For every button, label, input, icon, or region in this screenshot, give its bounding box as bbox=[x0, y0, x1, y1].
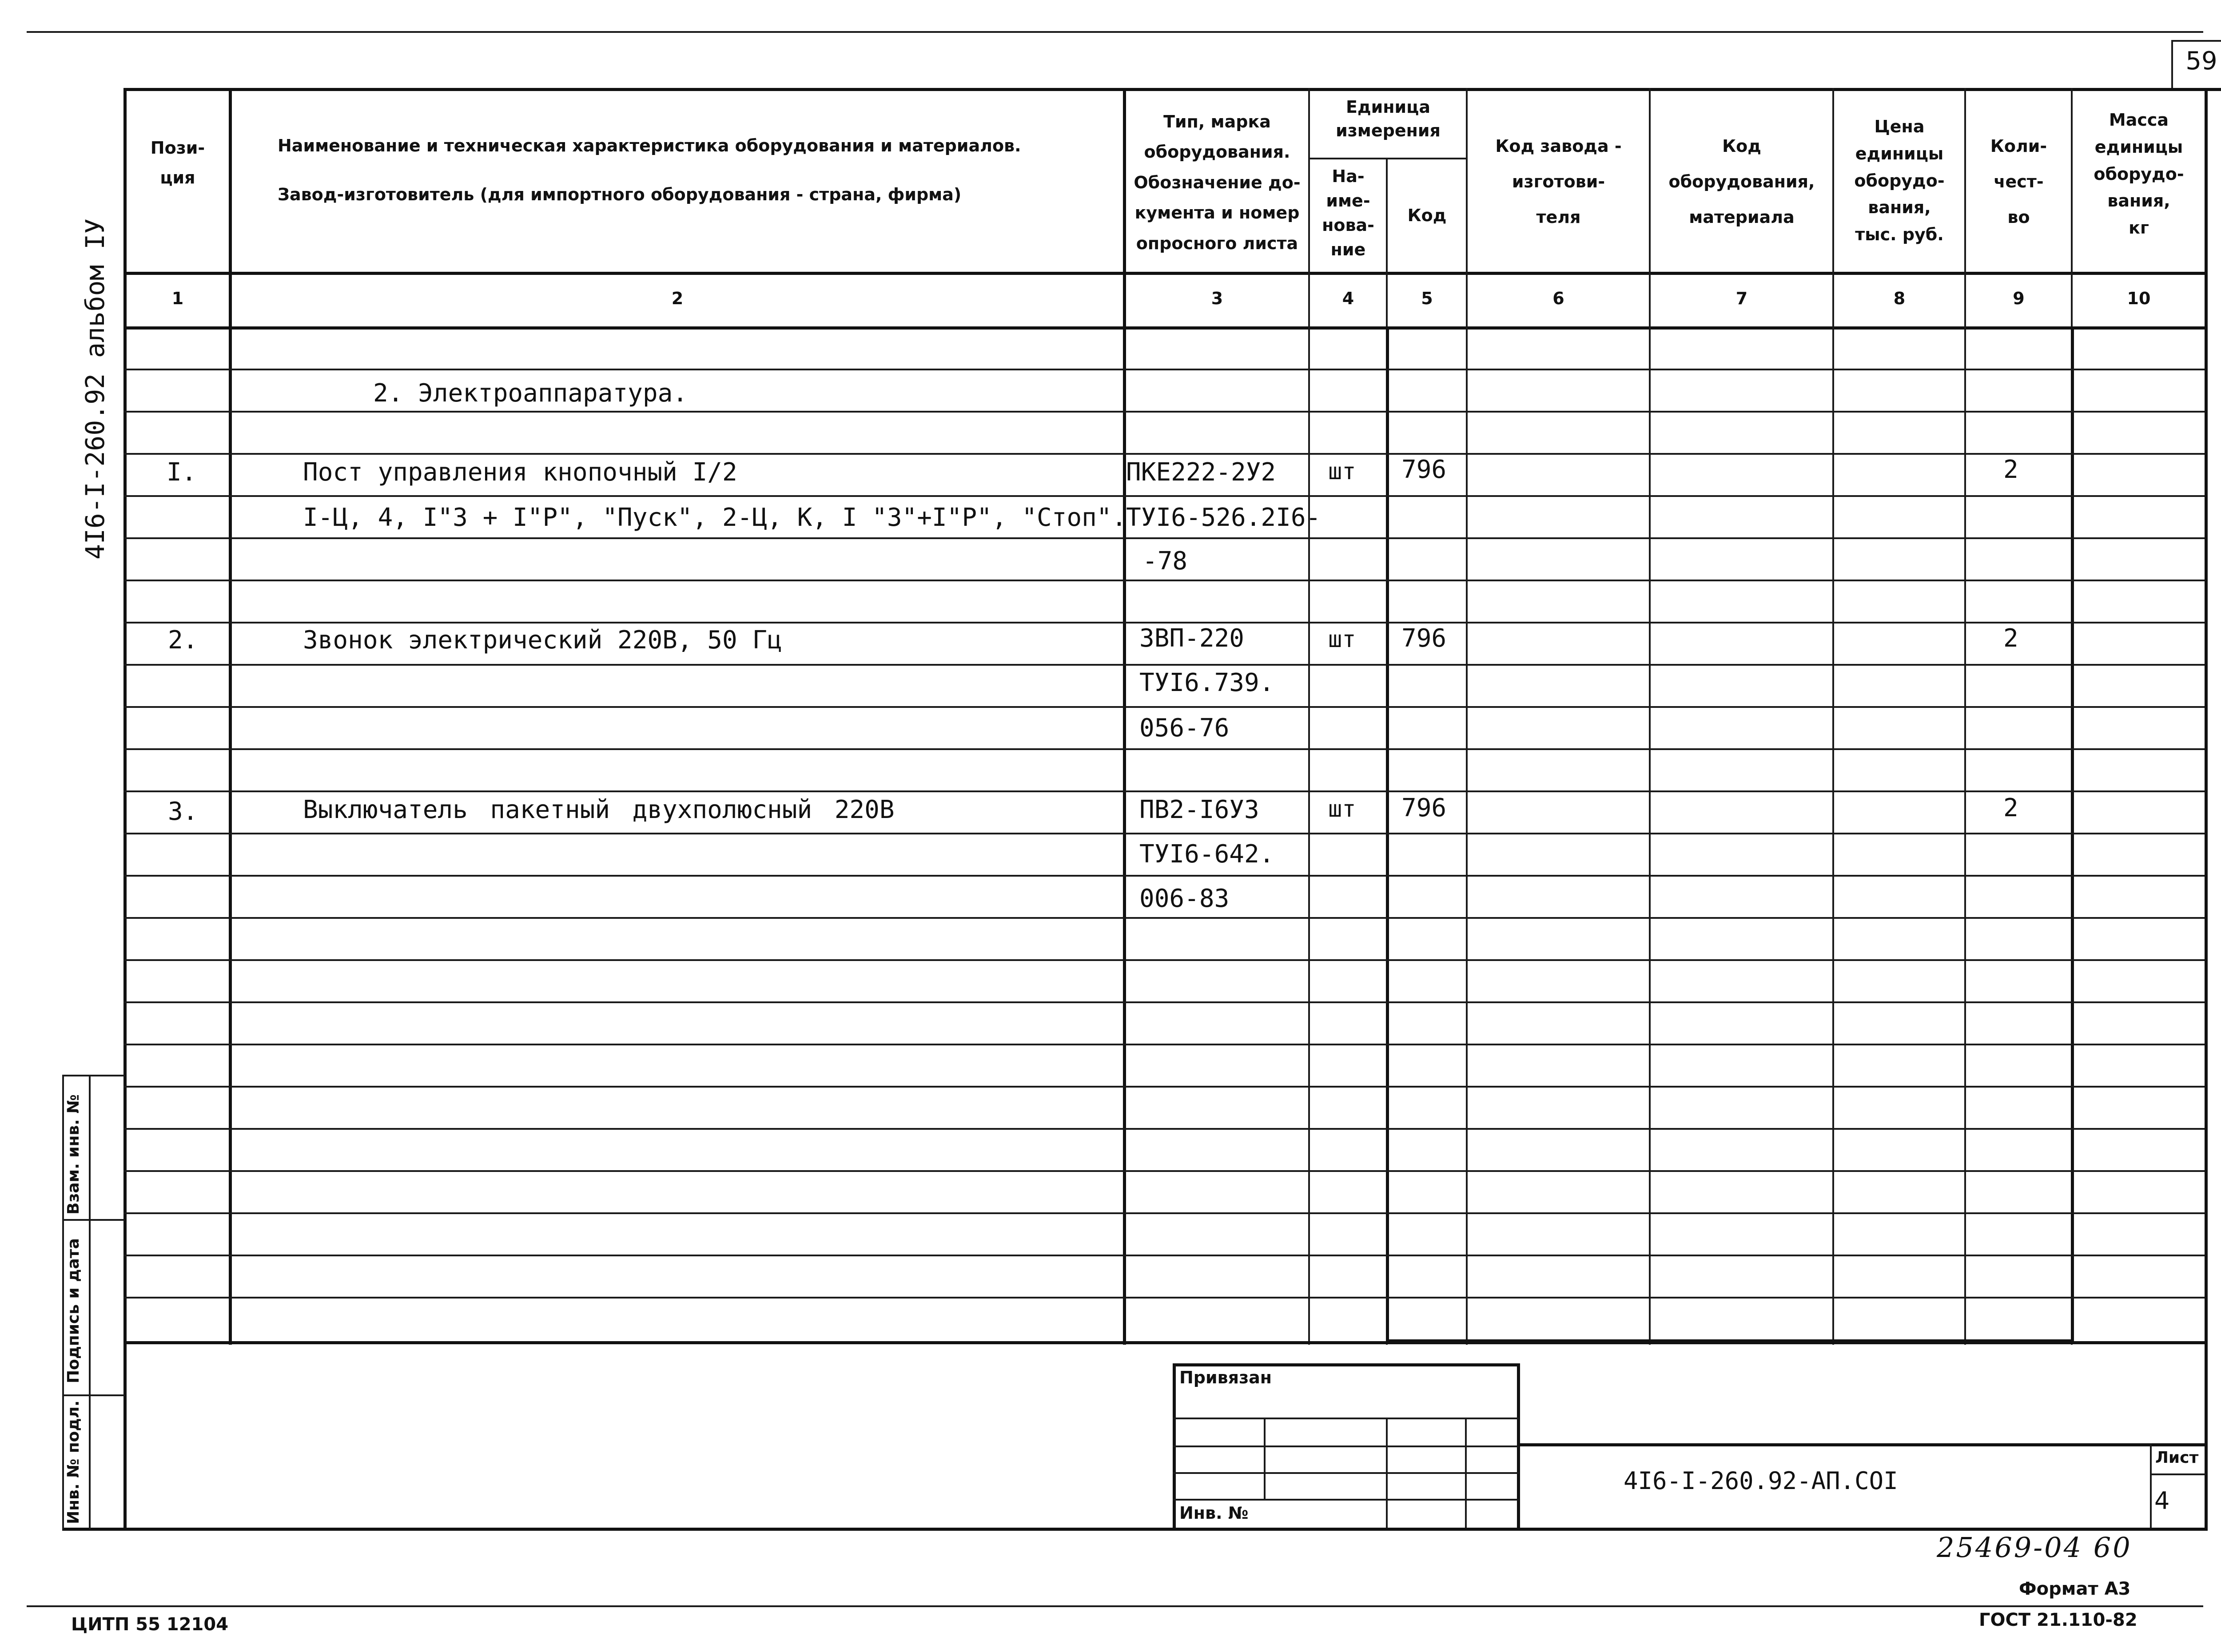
row-line bbox=[123, 664, 2205, 666]
col-divider-8 bbox=[1964, 88, 1966, 1345]
col-divider-6 bbox=[1649, 88, 1651, 1345]
item1-position: I. bbox=[167, 458, 197, 487]
frame-top bbox=[123, 88, 2221, 91]
colnum-1: 1 bbox=[171, 289, 184, 308]
header-name-line1: Наименование и техническая характеристика оборудования и материалов. bbox=[278, 136, 1021, 155]
colnum-7: 7 bbox=[1735, 289, 1748, 308]
item3-quantity: 2 bbox=[2003, 794, 2018, 822]
item1-unit-code: 796 bbox=[1401, 455, 1447, 484]
frame-bottom bbox=[62, 1528, 2208, 1531]
col-divider-5 bbox=[1466, 88, 1468, 1345]
side-stamp-div2 bbox=[62, 1394, 124, 1396]
handwritten-number: 25469-04 60 bbox=[1937, 1531, 2132, 1564]
col-divider-1 bbox=[229, 88, 232, 1345]
row-line bbox=[123, 706, 2205, 708]
colnum-2: 2 bbox=[671, 289, 684, 308]
item3-type: ПВ2-I6У3 bbox=[1139, 795, 1259, 824]
col-divider-2 bbox=[1123, 88, 1126, 1345]
row-line bbox=[123, 1255, 2205, 1256]
row-line bbox=[123, 537, 2205, 539]
item2-doc: ТУI6.739. bbox=[1139, 668, 1274, 697]
item2-quantity: 2 bbox=[2003, 624, 2018, 653]
item3-doc-cont: 006-83 bbox=[1139, 884, 1230, 913]
item2-name: Звонок электрический 220В, 50 Гц bbox=[303, 626, 782, 655]
bottom-trim-line bbox=[27, 1605, 2203, 1607]
row-line bbox=[123, 580, 2205, 581]
item3-doc: ТУI6-642. bbox=[1139, 840, 1274, 869]
item3-unit-code: 796 bbox=[1401, 794, 1447, 822]
section-title: 2. Электроаппаратура. bbox=[373, 379, 688, 408]
row-line bbox=[123, 833, 2205, 834]
item3-unit: шт bbox=[1328, 796, 1356, 822]
item1-quantity: 2 bbox=[2003, 455, 2018, 484]
page-number: 59 bbox=[2185, 47, 2217, 75]
side-stamp-div1 bbox=[62, 1219, 124, 1221]
item2-position: 2. bbox=[168, 626, 198, 655]
item1-type: ПКЕ222-2У2 bbox=[1126, 458, 1276, 487]
item1-unit: шт bbox=[1328, 458, 1356, 485]
list-box-divider bbox=[2150, 1473, 2205, 1475]
page-box-top bbox=[2171, 40, 2221, 42]
header-unit-name: На- име- нова- ние bbox=[1322, 167, 1374, 260]
gost-label: ГОСТ 21.110-82 bbox=[1979, 1610, 2137, 1630]
item2-doc-cont: 056-76 bbox=[1139, 714, 1230, 743]
side-stamp-podpis: Подпись и дата bbox=[64, 1238, 83, 1383]
row-line bbox=[123, 748, 2205, 750]
side-stamp-vzam: Взам. инв. № bbox=[64, 1094, 83, 1215]
colnum-5: 5 bbox=[1421, 289, 1433, 308]
colnum-9: 9 bbox=[2013, 289, 2025, 308]
col-divider-3 bbox=[1308, 88, 1310, 1345]
list-box-left bbox=[2150, 1443, 2152, 1528]
colnum-3: 3 bbox=[1211, 289, 1223, 308]
colnum-6: 6 bbox=[1552, 289, 1564, 308]
header-unit-group: Единица измерения bbox=[1336, 97, 1441, 141]
colnum-8: 8 bbox=[1893, 289, 1906, 308]
header-quantity: Коли- чест- во bbox=[1990, 136, 2047, 227]
item2-type: ЗВП-220 bbox=[1139, 624, 1245, 653]
header-unit-price: Цена единицы оборудо- вания, тыс. руб. bbox=[1854, 117, 1945, 245]
row-line bbox=[123, 369, 2205, 370]
row-line bbox=[123, 959, 2205, 961]
colnum-4: 4 bbox=[1342, 289, 1354, 308]
row-line bbox=[123, 1086, 2205, 1088]
row-line bbox=[123, 917, 2205, 919]
document-code: 4I6-I-260.92-АП.СОI bbox=[1624, 1467, 1898, 1495]
doc-code-top bbox=[1517, 1443, 2208, 1446]
footer-left-code: ЦИТП 55 12104 bbox=[71, 1614, 229, 1635]
row-line bbox=[123, 790, 2205, 792]
row-line bbox=[123, 411, 2205, 413]
side-stamp-inv-podl: Инв. № подл. bbox=[64, 1400, 83, 1524]
top-trim-line bbox=[27, 31, 2203, 33]
privyazan-row bbox=[1173, 1472, 1519, 1474]
item1-doc-cont: -78 bbox=[1142, 547, 1188, 576]
format-label: Формат А3 bbox=[2019, 1579, 2131, 1599]
item1-doc: ТУI6-526.2I6- bbox=[1126, 503, 1321, 532]
side-stamp-top bbox=[62, 1075, 124, 1076]
inv-no-label: Инв. № bbox=[1179, 1503, 1249, 1523]
row-line bbox=[123, 875, 2205, 877]
header-bottom-line bbox=[123, 272, 2205, 275]
colnum-10: 10 bbox=[2127, 289, 2151, 308]
privyazan-col bbox=[1386, 1418, 1388, 1528]
side-stamp-inner bbox=[89, 1075, 91, 1529]
row-line bbox=[123, 622, 2205, 623]
row-line bbox=[123, 1212, 2205, 1214]
item2-unit: шт bbox=[1328, 626, 1356, 653]
privyazan-row bbox=[1173, 1446, 1519, 1447]
item2-unit-code: 796 bbox=[1401, 624, 1447, 653]
header-type: Тип, марка оборудования. Обозначение до- кумента и номер опросного листа bbox=[1134, 112, 1301, 253]
item3-position: 3. bbox=[168, 797, 198, 826]
header-equipment-code: Код оборудования, материала bbox=[1668, 136, 1815, 227]
privyazan-row bbox=[1173, 1499, 1519, 1501]
colnum-bottom-line bbox=[123, 326, 2205, 330]
album-label: 4I6-I-260.92 альбом IУ bbox=[80, 218, 110, 560]
row-line bbox=[123, 495, 2205, 497]
row-line bbox=[123, 1297, 2205, 1299]
list-label: Лист bbox=[2155, 1449, 2199, 1467]
privyazan-col bbox=[1465, 1418, 1467, 1528]
privyazan-label: Привязан bbox=[1179, 1368, 1272, 1387]
header-name-line2: Завод-изготовитель (для импортного оборудования - страна, фирма) bbox=[278, 185, 962, 204]
header-mass: Масса единицы оборудо- вания, кг bbox=[2094, 110, 2184, 238]
item1-name: Пост управления кнопочный I/2 bbox=[303, 458, 737, 487]
row-line bbox=[123, 453, 2205, 455]
side-stamp-left bbox=[62, 1075, 64, 1529]
privyazan-row bbox=[1173, 1418, 1519, 1419]
col-divider-7 bbox=[1832, 88, 1834, 1345]
frame-right bbox=[2205, 88, 2208, 1528]
table-bottom-line bbox=[123, 1341, 2205, 1344]
row-line bbox=[123, 1044, 2205, 1045]
item1-name-detail: I-Ц, 4, I"З + I"Р", "Пуск", 2-Ц, К, I "З"+I"Р", "Стоп". bbox=[303, 503, 1127, 532]
privyazan-top bbox=[1173, 1363, 1519, 1366]
row-line bbox=[123, 1170, 2205, 1172]
header-position: Пози- ция bbox=[150, 138, 205, 187]
row-line bbox=[123, 1128, 2205, 1130]
header-plant-code: Код завода - изготови- теля bbox=[1495, 136, 1622, 227]
row-line bbox=[123, 1001, 2205, 1003]
frame-left bbox=[123, 88, 127, 1528]
privyazan-col bbox=[1264, 1418, 1266, 1499]
header-unit-code: Код bbox=[1407, 206, 1447, 225]
item3-name: Выключатель пакетный двухполюсный 220В bbox=[303, 795, 895, 824]
list-number: 4 bbox=[2154, 1487, 2170, 1515]
